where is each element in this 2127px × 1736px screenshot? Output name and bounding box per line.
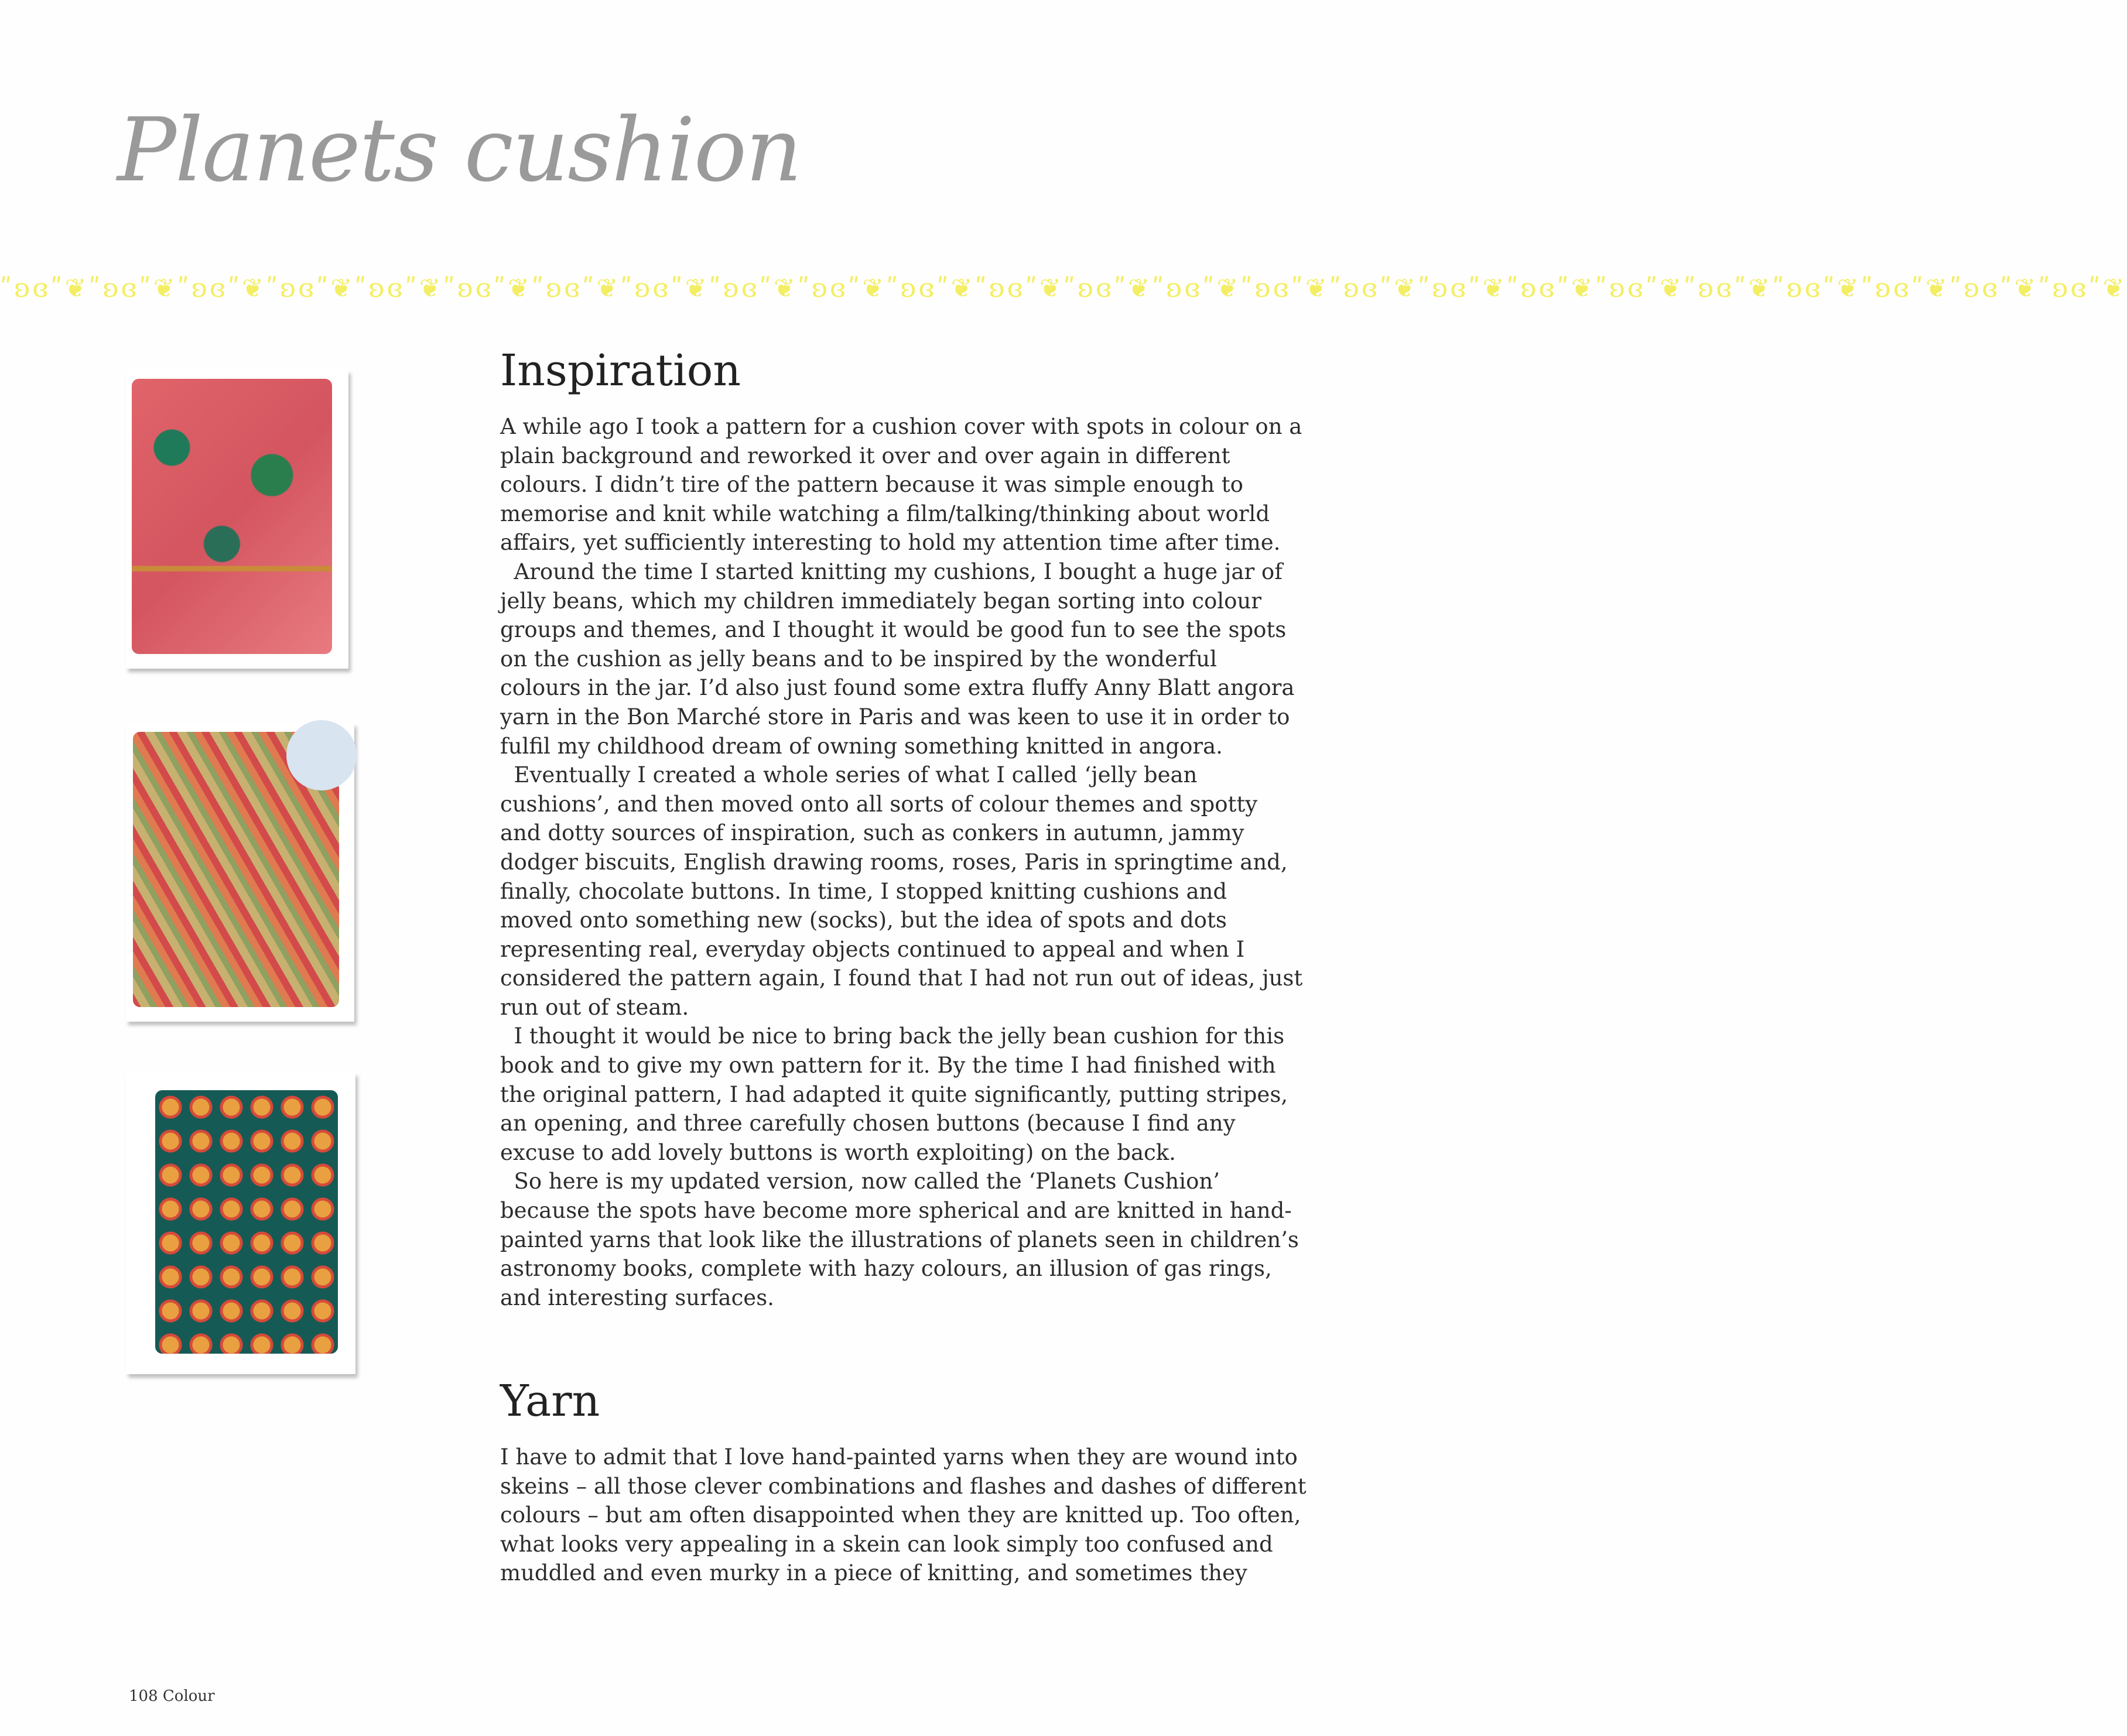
text-line: book and to give my own pattern for it. By the time I had finished with [500,1053,1276,1078]
yarn-section [500,1376,1307,1588]
text-line: memorise and knit while watching a film/talking/thinking about world [500,501,1270,526]
text-line: painted yarns that look like the illustrations of planets seen in children’s [500,1227,1299,1252]
text-line: excuse to add lovely buttons is worth exploiting) on the back. [500,1139,1176,1165]
decorative-border: ʺʚɞʺ❦ʺʚɞʺ❦ʺʚɞʺ❦ʺʚɞʺ❦ʺʚɞʺ❦ʺʚɞʺ❦ʺʚɞʺ❦ʺʚɞʺ❦ʺʚɞʺ❦ʺʚɞʺ❦ʺʚɞʺ❦ʺʚɞʺ❦ʺʚɞʺ❦ʺʚɞʺ❦ʺʚɞʺ❦ʺʚɞʺ❦ʺʚɞʺ❦ʺʚɞʺ❦ʺʚɞʺ❦ʺʚɞʺ❦ʺʚɞʺ❦ʺʚɞʺ❦ʺʚɞʺ❦ʺʚɞʺ❦ [0,273,2127,303]
text-line: representing real, everyday objects continued to appeal and when I [500,936,1245,962]
text-line: colours in the jar. I’d also just found some extra fluffy Anny Blatt angora [500,675,1295,701]
text-line: astronomy books, complete with hazy colours, an illusion of gas rings, [500,1256,1272,1282]
text-line: colours – but am often disappointed when they are knitted up. Too often, [500,1502,1301,1528]
photo-planets-cushion [126,1073,355,1374]
inspiration-section [500,345,1303,1312]
text-line: run out of steam. [500,994,689,1020]
text-line: and interesting surfaces. [500,1285,774,1310]
page-title: Planets cushion [117,100,801,201]
text-line: So here is my updated version, now called the ‘Planets Cushion’ [500,1169,1220,1194]
text-line: what looks very appealing in a skein can look simply too confused and [500,1531,1273,1557]
text-line: considered the pattern again, I found that I had not run out of ideas, just [500,965,1303,991]
yarn-body [500,1443,1307,1588]
text-line: A while ago I took a pattern for a cushion cover with spots in colour on a [500,414,1302,439]
text-line: on the cushion as jelly beans and to be inspired by the wonderful [500,646,1217,672]
inspiration-heading: Inspiration [500,345,741,396]
photo-yarn-skeins [126,723,354,1022]
photo-knitting-in-progress [126,370,348,669]
text-line: finally, chocolate buttons. In time, I stopped knitting cushions and [500,878,1227,904]
inspiration-body [500,412,1303,1312]
text-line: affairs, yet sufficiently interesting to hold my attention time after time. [500,530,1281,556]
text-line: yarn in the Bon Marché store in Paris and was keen to use it in order to [500,704,1290,730]
text-line: Around the time I started knitting my cushions, I bought a huge jar of [500,559,1283,584]
page-footer: 108 Colour [129,1687,215,1705]
text-line: cushions’, and then moved onto all sorts of colour themes and spotty [500,791,1258,817]
text-line: I have to admit that I love hand-painted yarns when they are wound into [500,1444,1298,1470]
text-line: plain background and reworked it over and over again in different [500,443,1230,468]
text-line: I thought it would be nice to bring back the jelly bean cushion for this [500,1023,1285,1049]
text-line: skeins – all those clever combinations and flashes and dashes of different [500,1473,1307,1499]
text-line: and dotty sources of inspiration, such as conkers in autumn, jammy [500,820,1244,846]
text-line: dodger biscuits, English drawing rooms, roses, Paris in springtime and, [500,849,1288,875]
text-line: moved onto something new (socks), but the idea of spots and dots [500,908,1227,933]
text-line: fulfil my childhood dream of owning something knitted in angora. [500,733,1223,759]
text-line: groups and themes, and I thought it would be good fun to see the spots [500,617,1287,643]
text-line: because the spots have become more spherical and are knitted in hand- [500,1198,1292,1224]
text-line: muddled and even murky in a piece of knitting, and sometimes they [500,1560,1247,1586]
text-line: colours. I didn’t tire of the pattern because it was simple enough to [500,472,1243,498]
text-line: jelly beans, which my children immediately began sorting into colour [500,588,1261,614]
yarn-heading: Yarn [500,1376,600,1426]
text-line: Eventually I created a whole series of what I called ‘jelly bean [500,762,1198,788]
text-line: the original pattern, I had adapted it quite significantly, putting stripes, [500,1081,1288,1107]
text-line: an opening, and three carefully chosen buttons (because I find any [500,1111,1236,1136]
